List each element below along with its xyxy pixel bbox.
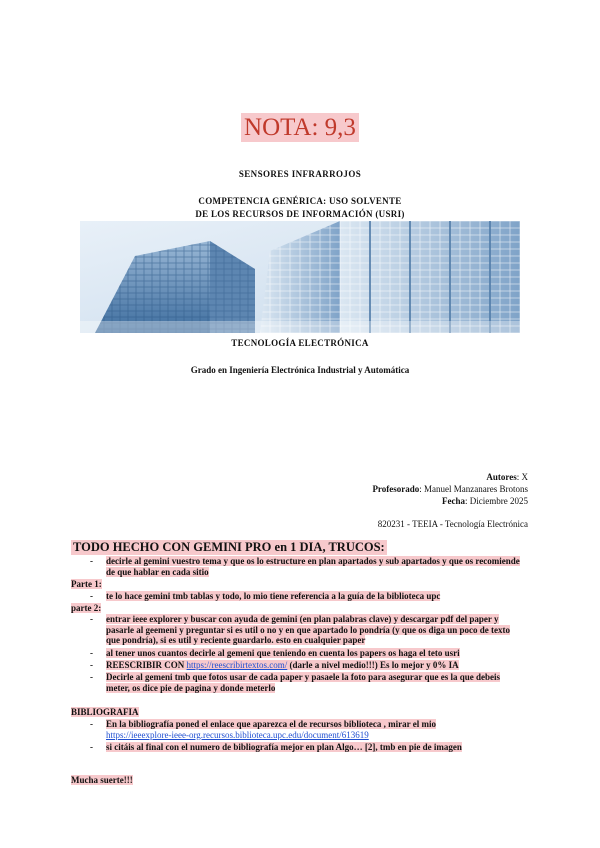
teacher-label: Profesorado <box>372 484 420 494</box>
biblio-1-text: En la bibliografía poned el enlace que aparezca el de recursos biblioteca , mirar el mio <box>106 719 436 729</box>
part-2-label: parte 2: <box>71 603 102 613</box>
part-1-text: te lo hace gemini tmb tablas y todo, lo mio tiene referencia a la guía de la biblioteca upc <box>106 591 441 601</box>
list-item-photos: - Decirle al gemeni tmb que fotos usar de cada paper y pasaele la foto para asegurar que es la que debeis meter, os dice pie de pagina y donde meterlo <box>90 672 500 693</box>
teacher-line <box>372 484 528 494</box>
biblio-2-text: si citáis al final con el numero de bibliografía mejor en plan Algo… [2], tmb en pie de imagen <box>106 742 462 752</box>
list-item-biblio-1: - En la bibliografía poned el enlace que aparezca el de recursos biblioteca , mirar el mio https://ieeexplore-ieee-org.recursos.biblioteca.upc.edu/document/613619 <box>90 719 436 740</box>
department-title: TECNOLOGÍA ELECTRÓNICA <box>231 338 369 348</box>
list-item-biblio-2: - si citáis al final con el numero de bibliografía mejor en plan Algo… [2], tmb en pie de imagen <box>90 742 462 752</box>
part-2-text-a: entrar ieee explorer y buscar con ayuda de gemini (en plan palabras clave) y descargar pdf del paper y pasarle al geemeni y preguntar si es util o no y en que apartado lo pondría (y que os diga un poco de texto que pondría), si es util y reciente guardarlo. esto en cualquier paper <box>106 614 510 645</box>
list-item-rewrite: - REESCRIBIR CON https://reescribirtextos.com/ (darle a nivel medio!!!) Es lo mejor y 0% IA <box>90 660 459 670</box>
grade-text: NOTA: 9,3 <box>241 113 359 142</box>
rewrite-pre: REESCRIBIR CON <box>106 660 187 670</box>
authors-line <box>486 472 528 482</box>
part-1-label: Parte 1: <box>71 579 102 589</box>
bibliography-heading: BIBLIOGRAFIA <box>71 707 139 717</box>
part-2-text-b: al tener unos cuantos decirle al gemeni que teniendo en cuenta los papers os haga el teto usri <box>106 648 460 658</box>
date-line <box>442 496 528 506</box>
intro-text: decirle al gemini vuestro tema y que os lo estructure en plan apartados y sub apartados y que os recomiende de que hablar en cada sitio <box>106 556 520 577</box>
authors-label: Autores <box>486 472 517 482</box>
list-item-intro: - decirle al gemini vuestro tema y que os lo estructure en plan apartados y sub apartados y que os recomiende de que hablar en cada sitio <box>90 556 520 577</box>
date-value: : Diciembre 2025 <box>465 496 528 506</box>
tips-heading: TODO HECHO CON GEMINI PRO en 1 DIA, TRUCOS: <box>73 540 385 554</box>
list-item-part-1: - te lo hace gemini tmb tablas y todo, lo mio tiene referencia a la guía de la biblioteca upc <box>90 591 441 601</box>
grade-heading <box>0 114 600 142</box>
biblio-link[interactable]: https://ieeexplore-ieee-org.recursos.biblioteca.upc.edu/document/613619 <box>106 729 369 740</box>
course-line: 820231 - TEEIA - Tecnología Electrónica <box>377 519 528 529</box>
competencia-line-1: COMPETENCIA GENÉRICA: USO SOLVENTE <box>198 196 402 206</box>
rewrite-post: (darle a nivel medio!!!) Es lo mejor y 0% IA <box>287 660 459 670</box>
cover-building-image <box>80 221 520 333</box>
list-item-part-2-b: - al tener unos cuantos decirle al gemeni que teniendo en cuenta los papers os haga el teto usri <box>90 648 460 658</box>
list-item-part-2-a: - entrar ieee explorer y buscar con ayuda de gemini (en plan palabras clave) y descargar pdf del paper y pasarle al geemeni y preguntar si es util o no y en que apartado lo pondría (y que os diga un poco de texto que pondría), si es util y reciente guardarlo. esto en cualquier paper <box>90 614 510 645</box>
rewrite-link[interactable]: https://reescribirtextos.com/ <box>186 660 288 670</box>
teacher-value: : Manuel Manzanares Brotons <box>419 484 528 494</box>
date-label: Fecha <box>442 496 466 506</box>
closing-text: Mucha suerte!!! <box>71 775 133 785</box>
subject-title: SENSORES INFRARROJOS <box>238 169 362 179</box>
authors-value: : X <box>516 472 528 482</box>
degree-title: Grado en Ingeniería Electrónica Industrial y Automática <box>190 365 410 375</box>
competencia-line-2: DE LOS RECURSOS DE INFORMACIÓN (USRI) <box>195 209 405 219</box>
photos-text: Decirle al gemeni tmb que fotos usar de cada paper y pasaele la foto para asegurar que es la que debeis meter, os dice pie de pagina y donde meterlo <box>106 672 500 693</box>
